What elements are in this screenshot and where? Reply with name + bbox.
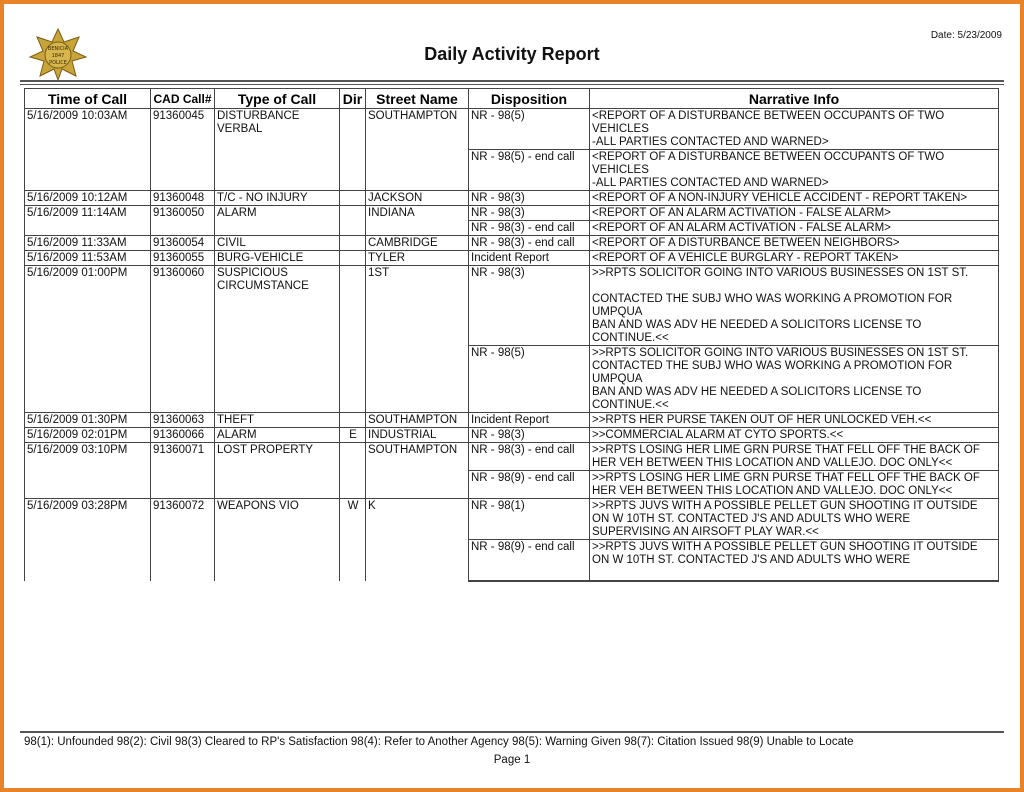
street-cell: JACKSON [366,191,469,206]
narrative-line: CONTINUE.<< [592,332,669,344]
type-cell: SUSPICIOUS CIRCUMSTANCE [215,266,340,413]
narrative-line: <REPORT OF A DISTURBANCE BETWEEN NEIGHBORS> [592,237,900,249]
dir-cell [340,109,366,191]
page-number: Page 1 [493,754,531,766]
disposition-cell: NR - 98(3) - end call [469,221,590,236]
narrative-cell [590,266,999,346]
disposition-cell: NR - 98(3) - end call [469,443,590,471]
cad-cell: 91360045 [151,109,215,191]
type-cell: CIVIL [215,236,340,251]
col-header-street: Street Name [366,89,469,109]
footer-divider [20,731,1004,733]
disposition-cell: NR - 98(5) [469,346,590,413]
narrative-line: CONTINUE.<< [592,399,669,411]
disposition-cell: Incident Report [469,413,590,428]
disposition-cell: NR - 98(3) [469,428,590,443]
type-cell: DISTURBANCE VERBAL [215,109,340,191]
cad-cell: 91360055 [151,251,215,266]
dir-cell: E [340,428,366,443]
table-row [25,109,999,150]
narrative-cell [590,206,999,221]
narrative-line: <REPORT OF A VEHICLE BURGLARY - REPORT TAKEN> [592,252,899,264]
narrative-cell [590,499,999,540]
narrative-line: <REPORT OF A DISTURBANCE BETWEEN OCCUPANTS OF TWO VEHICLES [592,110,945,135]
dir-cell: W [340,499,366,582]
type-cell: BURG-VEHICLE [215,251,340,266]
narrative-line: -ALL PARTIES CONTACTED AND WARNED> [592,177,829,189]
col-header-type: Type of Call [215,89,340,109]
report-title: Daily Activity Report [424,44,600,64]
cad-cell: 91360048 [151,191,215,206]
street-cell: K [366,499,469,582]
disposition-cell: NR - 98(1) [469,499,590,540]
col-header-time: Time of Call [25,89,151,109]
narrative-line [592,567,997,580]
narrative-line: BAN AND WAS ADV HE NEEDED A SOLICITORS LICENSE TO [592,319,922,331]
cad-cell: 91360066 [151,428,215,443]
time-cell: 5/16/2009 11:33AM [25,236,151,251]
table-row [25,443,999,471]
narrative-line: <REPORT OF AN ALARM ACTIVATION - FALSE ALARM> [592,222,891,234]
disposition-cell: NR - 98(9) - end call [469,471,590,499]
type-cell: ALARM [215,206,340,236]
narrative-line: >>RPTS SOLICITOR GOING INTO VARIOUS BUSINESSES ON 1ST ST. [592,267,969,279]
header-divider [20,80,1004,82]
type-cell: ALARM [215,428,340,443]
dir-cell [340,266,366,413]
table-row [25,413,999,428]
table-row [25,428,999,443]
narrative-line: CONTACTED THE SUBJ WHO WAS WORKING A PROMOTION FOR UMPQUA [592,360,953,385]
disposition-cell: NR - 98(9) - end call [469,540,590,582]
narrative-cell [590,236,999,251]
type-cell: LOST PROPERTY [215,443,340,499]
disposition-cell: NR - 98(3) [469,266,590,346]
street-cell: INDIANA [366,206,469,236]
col-header-dir: Dir [340,89,366,109]
header-divider-thin [20,84,1004,85]
table-header-row [25,89,999,109]
type-cell: T/C - NO INJURY [215,191,340,206]
narrative-cell [590,109,999,150]
svg-text:1847: 1847 [51,53,65,59]
street-cell: CAMBRIDGE [366,236,469,251]
disposition-cell: Incident Report [469,251,590,266]
narrative-line: BAN AND WAS ADV HE NEEDED A SOLICITORS LICENSE TO [592,386,922,398]
dir-cell [340,236,366,251]
cad-cell: 91360071 [151,443,215,499]
svg-text:POLICE: POLICE [49,60,67,66]
narrative-line: HER VEH BETWEEN THIS LOCATION AND VALLEJO. DOC ONLY<< [592,485,953,497]
narrative-cell [590,221,999,236]
narrative-line: >>RPTS JUVS WITH A POSSIBLE PELLET GUN SHOOTING IT OUTSIDE [592,541,978,553]
cad-cell: 91360063 [151,413,215,428]
narrative-line: >>COMMERCIAL ALARM AT CYTO SPORTS.<< [592,429,844,441]
time-cell: 5/16/2009 01:30PM [25,413,151,428]
time-cell: 5/16/2009 01:00PM [25,266,151,413]
disposition-cell: NR - 98(3) [469,191,590,206]
narrative-line: ON W 10TH ST. CONTACTED J'S AND ADULTS WHO WERE [592,554,911,566]
narrative-line: <REPORT OF AN ALARM ACTIVATION - FALSE ALARM> [592,207,891,219]
time-cell: 5/16/2009 03:10PM [25,443,151,499]
street-cell: INDUSTRIAL [366,428,469,443]
disposition-cell: NR - 98(3) [469,206,590,221]
narrative-cell [590,251,999,266]
time-cell: 5/16/2009 11:14AM [25,206,151,236]
narrative-line: -ALL PARTIES CONTACTED AND WARNED> [592,136,829,148]
narrative-cell [590,443,999,471]
time-cell: 5/16/2009 02:01PM [25,428,151,443]
table-body [25,109,999,582]
table-row [25,499,999,540]
narrative-line: >>RPTS SOLICITOR GOING INTO VARIOUS BUSINESSES ON 1ST ST. [592,347,969,359]
narrative-cell [590,471,999,499]
disposition-cell: NR - 98(3) - end call [469,236,590,251]
narrative-line: >>RPTS LOSING HER LIME GRN PURSE THAT FELL OFF THE BACK OF [592,472,980,484]
table-row [25,206,999,221]
dir-cell [340,443,366,499]
narrative-cell [590,346,999,413]
narrative-line: HER VEH BETWEEN THIS LOCATION AND VALLEJO. DOC ONLY<< [592,457,953,469]
cad-cell: 91360050 [151,206,215,236]
time-cell: 5/16/2009 10:12AM [25,191,151,206]
narrative-line: ON W 10TH ST. CONTACTED J'S AND ADULTS WHO WERE [592,513,911,525]
type-cell: THEFT [215,413,340,428]
dir-cell [340,206,366,236]
narrative-line: CONTACTED THE SUBJ WHO WAS WORKING A PROMOTION FOR UMPQUA [592,293,953,318]
disposition-legend: 98(1): Unfounded 98(2): Civil 98(3) Cleared to RP's Satisfaction 98(4): Refer to Another Agency 98(5): Warning Given 98(7): Citation Issued 98(9) Unable to Locate [24,736,854,748]
dir-cell [340,191,366,206]
cad-cell: 91360054 [151,236,215,251]
dir-cell [340,413,366,428]
narrative-line: SUPERVISING AN AIRSOFT PLAY WAR.<< [592,526,819,538]
street-cell: SOUTHAMPTON [366,413,469,428]
table-row [25,236,999,251]
cad-cell: 91360060 [151,266,215,413]
narrative-cell [590,540,999,582]
narrative-cell [590,150,999,191]
narrative-line: <REPORT OF A NON-INJURY VEHICLE ACCIDENT - REPORT TAKEN> [592,192,968,204]
narrative-line: >>RPTS LOSING HER LIME GRN PURSE THAT FELL OFF THE BACK OF [592,444,980,456]
narrative-line: >>RPTS JUVS WITH A POSSIBLE PELLET GUN SHOOTING IT OUTSIDE [592,500,978,512]
cad-cell: 91360072 [151,499,215,582]
street-cell: 1ST [366,266,469,413]
report-date: Date: 5/23/2009 [930,30,1002,41]
dir-cell [340,251,366,266]
narrative-line: <REPORT OF A DISTURBANCE BETWEEN OCCUPANTS OF TWO VEHICLES [592,151,945,176]
table-row [25,191,999,206]
disposition-cell: NR - 98(5) [469,109,590,150]
activity-table [24,88,999,582]
narrative-cell [590,413,999,428]
disposition-cell: NR - 98(5) - end call [469,150,590,191]
narrative-line: >>RPTS HER PURSE TAKEN OUT OF HER UNLOCKED VEH.<< [592,414,932,426]
col-header-cad: CAD Call# [151,89,215,109]
street-cell: SOUTHAMPTON [366,443,469,499]
street-cell: TYLER [366,251,469,266]
time-cell: 5/16/2009 11:53AM [25,251,151,266]
narrative-cell [590,191,999,206]
table-row [25,251,999,266]
type-cell: WEAPONS VIO [215,499,340,582]
table-row [25,266,999,346]
street-cell: SOUTHAMPTON [366,109,469,191]
col-header-disposition: Disposition [469,89,590,109]
narrative-line [592,280,997,293]
time-cell: 5/16/2009 03:28PM [25,499,151,582]
time-cell: 5/16/2009 10:03AM [25,109,151,191]
narrative-cell [590,428,999,443]
svg-text:BENICIA: BENICIA [47,46,69,52]
col-header-narrative: Narrative Info [590,89,999,109]
